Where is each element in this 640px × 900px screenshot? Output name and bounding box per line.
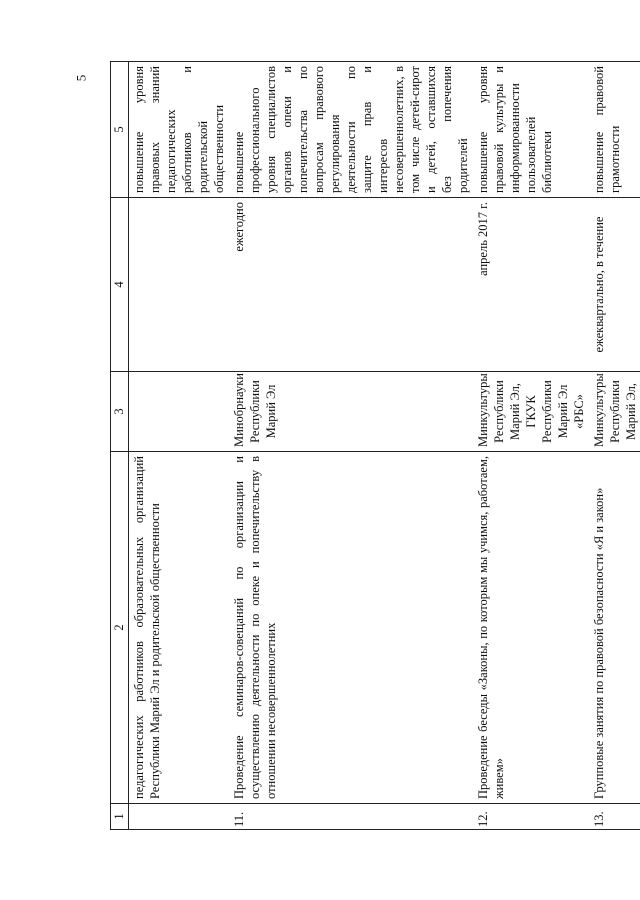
row-executor [129,372,230,452]
row-number: 12. [473,804,589,830]
row-executor: Минкультуры Республики Марий Эл, ГКУК Республики Марий Эл «РБС» [473,372,589,452]
table-header-row [111,62,129,830]
header-col-3: 3 [111,372,129,452]
row-event: Групповые занятия по правовой безопасности «Я и закон» [589,452,640,804]
row-term: апрель 2017 г. [473,198,589,372]
rotated-page-content [110,62,638,830]
header-col-4: 4 [111,198,129,372]
page-number: 5 [73,74,89,82]
row-event: Проведение беседы «Законы, по которым мы учимся, работаем, живем» [473,452,589,804]
header-col-2: 2 [111,452,129,804]
row-result: повышение профессионального уровня специалистов органов опеки и попечительства по вопросам правового регулирования деятельности по защите прав и интересов несовершеннолетних, в том числе детей-сирот и детей, оставшихся без попечения родителей [229,62,473,198]
row-executor: Минкультуры Республики Марий Эл, [589,372,640,452]
row-number [129,804,230,830]
measures-table [110,61,640,830]
row-executor: Минобрнауки Республики Марий Эл [229,372,473,452]
table-row [589,62,640,830]
row-number: 11. [229,804,473,830]
row-event: Проведение семинаров-совещаний по организации и осуществлению деятельности по опеке и попечительству в отношении несовершеннолетних [229,452,473,804]
table-row [473,62,589,830]
row-result: повышение правовой грамотности [589,62,640,198]
table-row [229,62,473,830]
table-row [129,62,230,830]
row-term: ежеквартально, в течение [589,198,640,372]
header-col-1: 1 [111,804,129,830]
row-event: педагогических работников образовательных организаций Республики Марий Эл и родительской общественности [129,452,230,804]
row-result: повышение уровня правовой культуры и информированности пользователей библиотеки [473,62,589,198]
row-term [129,198,230,372]
header-col-5: 5 [111,62,129,198]
row-result: повышение уровня правовых знаний педагогических работников и родительской общественности [129,62,230,198]
row-term: ежегодно [229,198,473,372]
row-number: 13. [589,804,640,830]
